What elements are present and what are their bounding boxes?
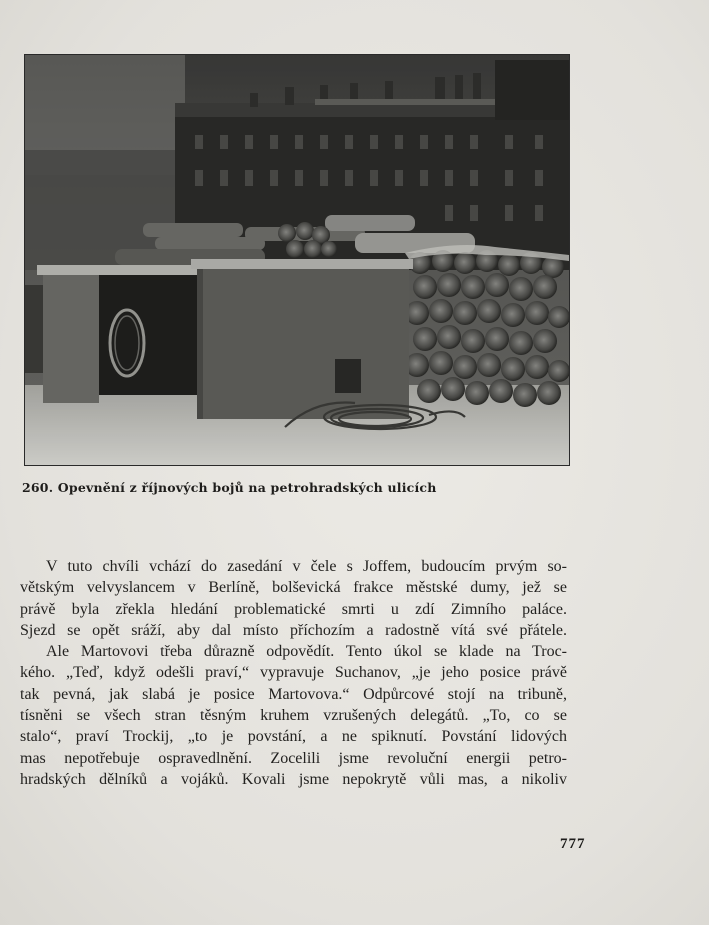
text-line: mas nepotřebuje ospravedlnění. Zocelili jsme revoluční energii petro- [20, 749, 567, 767]
text-line: kého. „Teď, když odešli praví,“ vypravuje Suchanov, „je jeho posice právě [20, 664, 567, 682]
figure-caption: 260. Opevnění z říjnových bojů na petrohradských ulicích [22, 480, 437, 495]
text-line: V tuto chvíli vchází do zasedání v čele s Joffem, budoucím prvým so- [46, 558, 567, 575]
text-line: stalo“, praví Trockij, „to je povstání, a ne spiknutí. Povstání lidových [20, 728, 567, 746]
street-barricade-photo [24, 54, 570, 466]
body-paragraph [20, 556, 567, 790]
text-line: tísněni se všech stran těsným kruhem vzrušených delegátů. „To, co se [20, 707, 567, 725]
page-number: 777 [560, 836, 586, 852]
text-line: Sjezd se opět sráží, aby dal místo příchozím a radostně vítá své přátele. [20, 621, 567, 639]
text-line: hradských dělníků a vojáků. Kovali jsme nepokrytě vůli mas, a nikoliv [20, 770, 567, 788]
text-line: Ale Martovovi třeba důrazně odpovědít. Tento úkol se klade na Troc- [46, 643, 567, 661]
text-line: tak pevná, jak slabá je posice Martovova.“ Odpůrcové stojí na tribuně, [20, 685, 567, 703]
text-line: větským velvyslancem v Berlíně, bolševická frakce městské dumy, jež se [20, 579, 567, 597]
text-line: právě byla zřekla hledání problematické smrti u zdí Zimního paláce. [20, 600, 567, 618]
